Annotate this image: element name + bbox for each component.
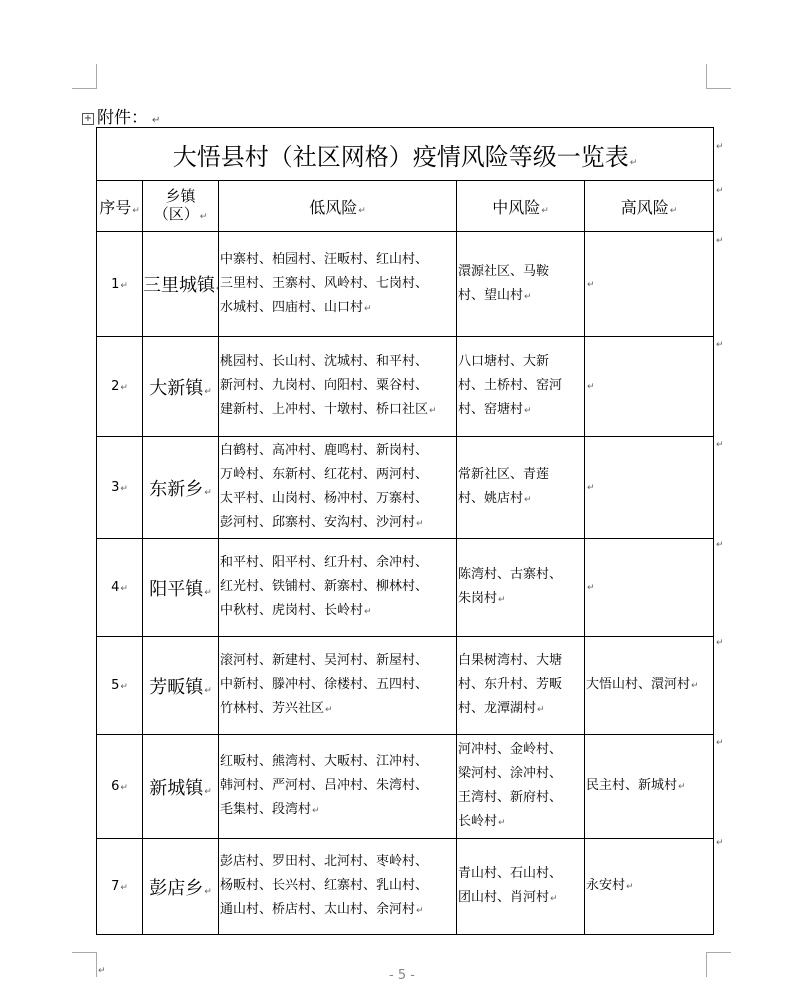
table-row bbox=[97, 839, 714, 935]
paragraph-mark-icon: ↵ bbox=[587, 583, 595, 593]
table-title-text: 大悟县村（社区网格）疫情风险等级一览表 bbox=[172, 142, 629, 171]
paragraph-mark-icon: ↵ bbox=[120, 682, 128, 692]
row-low-risk-line: 杨畈村、长兴村、红寨村、乳山村、 bbox=[220, 878, 429, 893]
header-low-risk bbox=[219, 181, 457, 232]
row-mid-risk-line: 青山村、石山村、 bbox=[458, 866, 563, 881]
table-row bbox=[97, 437, 714, 539]
header-index bbox=[97, 181, 143, 232]
paragraph-mark-icon: ↵ bbox=[204, 386, 212, 397]
row-mid-risk-line: 村、窑塘村 bbox=[458, 402, 524, 417]
row-mid-risk bbox=[457, 839, 585, 935]
header-index-text: 序号 bbox=[99, 197, 132, 217]
row-low-risk bbox=[219, 637, 457, 735]
row-mid-risk-line: 澴源社区、马鞍 bbox=[458, 263, 550, 279]
row-low-risk-line: 彭店村、罗田村、北河村、枣岭村、 bbox=[220, 854, 429, 869]
paragraph-mark-icon: ↵ bbox=[120, 484, 128, 494]
paragraph-mark-icon: ↵ bbox=[524, 291, 532, 302]
row-low-risk-line: 建新村、上冲村、十墩村、桥口社区 bbox=[220, 402, 429, 417]
paragraph-mark-icon: ↵ bbox=[152, 115, 161, 126]
paragraph-mark-icon: ↵ bbox=[98, 966, 106, 976]
row-low-risk bbox=[219, 735, 457, 839]
row-low-risk-line: 韩河村、严河村、吕冲村、朱湾村、 bbox=[220, 778, 429, 793]
row-town-text: 东新乡 bbox=[149, 478, 204, 500]
paragraph-mark-icon: ↵ bbox=[364, 607, 372, 617]
page-number: - 5 - bbox=[389, 968, 415, 983]
row-high-risk bbox=[585, 437, 714, 539]
row-end-mark-icon: ↵ bbox=[716, 186, 724, 196]
row-mid-risk-line: 村、望山村 bbox=[458, 287, 524, 303]
row-index-text: 5 bbox=[111, 678, 120, 693]
row-mid-risk-line: 白果树湾村、大塘 bbox=[458, 653, 563, 668]
row-mid-risk-line: 村、土桥村、窑河 bbox=[458, 378, 563, 393]
row-low-risk-line: 太平村、山岗村、杨冲村、万寨村、 bbox=[220, 491, 429, 506]
paragraph-mark-icon: ↵ bbox=[204, 786, 212, 797]
paragraph-mark-icon: ↵ bbox=[691, 681, 699, 691]
paragraph-mark-icon: ↵ bbox=[550, 894, 558, 904]
row-low-risk-line: 万岭村、东新村、红花村、两河村、 bbox=[220, 467, 429, 482]
paragraph-mark-icon: ↵ bbox=[537, 705, 545, 715]
row-low-risk bbox=[219, 539, 457, 637]
row-low-risk-line: 中寨村、柏园村、汪畈村、红山村、 bbox=[220, 251, 429, 267]
paragraph-mark-icon: ↵ bbox=[312, 806, 320, 816]
table-row bbox=[97, 337, 714, 437]
row-index bbox=[97, 437, 143, 539]
row-town-text: 新城镇 bbox=[149, 777, 204, 799]
row-end-mark-icon: ↵ bbox=[716, 838, 724, 848]
row-mid-risk-line: 河冲村、金岭村、 bbox=[458, 742, 563, 757]
row-index-text: 3 bbox=[111, 480, 120, 495]
paragraph-mark-icon: ↵ bbox=[669, 205, 678, 216]
paragraph-mark-icon: ↵ bbox=[120, 383, 128, 393]
row-end-mark-icon: ↵ bbox=[716, 738, 724, 748]
paragraph-mark-icon: ↵ bbox=[120, 584, 128, 594]
table-row bbox=[97, 539, 714, 637]
paragraph-mark-icon: ↵ bbox=[524, 495, 532, 505]
paragraph-mark-icon: ↵ bbox=[204, 886, 212, 897]
row-mid-risk-line: 常新社区、青莲 bbox=[458, 467, 550, 482]
row-high-risk-line: 大悟山村、澴河村 bbox=[586, 677, 691, 692]
row-low-risk-line: 滚河村、新建村、吴河村、新屋村、 bbox=[220, 653, 429, 668]
paragraph-mark-icon: ↵ bbox=[120, 783, 128, 793]
row-town bbox=[143, 637, 219, 735]
row-mid-risk-line: 王湾村、新府村、 bbox=[458, 790, 563, 805]
header-high-risk bbox=[585, 181, 714, 232]
row-mid-risk-line: 八口塘村、大新 bbox=[458, 354, 550, 369]
row-mid-risk bbox=[457, 539, 585, 637]
row-index bbox=[97, 337, 143, 437]
header-mid-risk bbox=[457, 181, 585, 232]
row-low-risk-line: 三里村、王寨村、风岭村、七岗村、 bbox=[220, 275, 429, 291]
table-row bbox=[97, 735, 714, 839]
row-high-risk-line: 民主村、新城村 bbox=[586, 778, 678, 793]
row-town-text: 彭店乡 bbox=[149, 877, 204, 899]
row-high-risk-line: 永安村 bbox=[586, 878, 626, 893]
row-town bbox=[143, 839, 219, 935]
row-low-risk-line: 红光村、铁铺村、新寨村、柳林村、 bbox=[220, 579, 429, 594]
paragraph-mark-icon: ↵ bbox=[325, 705, 333, 715]
paragraph-mark-icon: ↵ bbox=[524, 406, 532, 416]
row-low-risk bbox=[219, 232, 457, 337]
paragraph-mark-icon: ↵ bbox=[498, 818, 506, 828]
row-index bbox=[97, 735, 143, 839]
row-high-risk bbox=[585, 637, 714, 735]
row-low-risk-line: 新河村、九岗村、向阳村、粟谷村、 bbox=[220, 378, 429, 393]
row-low-risk-line: 白鹤村、高冲村、鹿鸣村、新岗村、 bbox=[220, 443, 429, 458]
row-town bbox=[143, 539, 219, 637]
header-high-risk-text: 高风险 bbox=[620, 197, 669, 217]
header-town-line1: 乡镇 bbox=[165, 186, 196, 205]
row-index bbox=[97, 839, 143, 935]
paragraph-mark-icon: ↵ bbox=[498, 595, 506, 605]
row-low-risk-line: 通山村、桥店村、太山村、余河村 bbox=[220, 902, 416, 917]
paragraph-mark-icon: ↵ bbox=[204, 487, 212, 498]
row-end-mark-icon: ↵ bbox=[716, 236, 724, 246]
row-low-risk-line: 桃园村、长山村、沈城村、和平村、 bbox=[220, 354, 429, 369]
attachment-label bbox=[97, 103, 160, 128]
row-high-risk bbox=[585, 735, 714, 839]
row-town bbox=[143, 735, 219, 839]
row-index-text: 7 bbox=[111, 879, 120, 894]
row-low-risk-line: 和平村、阳平村、红升村、余冲村、 bbox=[220, 555, 429, 570]
paragraph-mark-icon: ↵ bbox=[199, 211, 208, 222]
paragraph-mark-icon: ↵ bbox=[629, 157, 638, 168]
table-title bbox=[97, 128, 714, 181]
paragraph-mark-icon: ↵ bbox=[541, 205, 549, 216]
row-town-text: 三里城镇 bbox=[143, 275, 215, 296]
paragraph-mark-icon: ↵ bbox=[626, 882, 634, 892]
paragraph-mark-icon: ↵ bbox=[120, 280, 128, 291]
row-mid-risk bbox=[457, 437, 585, 539]
row-end-mark-icon: ↵ bbox=[716, 540, 724, 550]
row-index bbox=[97, 637, 143, 735]
paragraph-mark-icon: ↵ bbox=[204, 587, 212, 598]
row-low-risk bbox=[219, 337, 457, 437]
row-mid-risk-line: 村、龙潭湖村 bbox=[458, 701, 537, 716]
row-mid-risk-line: 梁河村、涂冲村、 bbox=[458, 766, 563, 781]
row-low-risk-line: 水城村、四庙村、山口村 bbox=[220, 299, 364, 315]
row-end-mark-icon: ↵ bbox=[716, 440, 724, 450]
row-low-risk-line: 竹林村、芳兴社区 bbox=[220, 701, 325, 716]
table-move-handle-icon[interactable]: + bbox=[83, 113, 93, 124]
row-high-risk bbox=[585, 232, 714, 337]
header-low-risk-text: 低风险 bbox=[309, 197, 358, 217]
paragraph-mark-icon: ↵ bbox=[204, 685, 212, 696]
row-end-mark-icon: ↵ bbox=[716, 340, 724, 350]
row-mid-risk bbox=[457, 232, 585, 337]
row-high-risk bbox=[585, 337, 714, 437]
table-row bbox=[97, 637, 714, 735]
row-mid-risk-line: 村、姚店村 bbox=[458, 491, 524, 506]
row-mid-risk-line: 村、东升村、芳畈 bbox=[458, 677, 563, 692]
row-mid-risk bbox=[457, 337, 585, 437]
header-town bbox=[143, 181, 219, 232]
row-mid-risk-line: 朱岗村 bbox=[458, 591, 498, 606]
row-mid-risk-line: 陈湾村、古寨村、 bbox=[458, 567, 563, 582]
row-town bbox=[143, 232, 219, 337]
table-body bbox=[97, 232, 714, 935]
row-index bbox=[97, 539, 143, 637]
row-mid-risk bbox=[457, 735, 585, 839]
row-town bbox=[143, 437, 219, 539]
row-low-risk-line: 中秋村、虎岗村、长岭村 bbox=[220, 603, 364, 618]
paragraph-mark-icon: ↵ bbox=[364, 303, 372, 314]
row-end-mark-icon: ↵ bbox=[716, 142, 724, 152]
row-high-risk bbox=[585, 539, 714, 637]
crop-mark-top-right bbox=[706, 64, 731, 89]
paragraph-mark-icon: ↵ bbox=[587, 279, 595, 290]
paragraph-mark-icon: ↵ bbox=[587, 382, 595, 392]
row-low-risk-line: 中新村、滕冲村、徐楼村、五四村、 bbox=[220, 677, 429, 692]
paragraph-mark-icon: ↵ bbox=[429, 406, 437, 416]
risk-level-table bbox=[96, 127, 714, 935]
row-index bbox=[97, 232, 143, 337]
row-town bbox=[143, 337, 219, 437]
paragraph-mark-icon: ↵ bbox=[678, 782, 686, 792]
row-low-risk-line: 毛集村、段湾村 bbox=[220, 802, 312, 817]
crop-mark-top-left bbox=[72, 64, 97, 89]
row-low-risk bbox=[219, 437, 457, 539]
row-high-risk bbox=[585, 839, 714, 935]
table-header-row bbox=[97, 181, 714, 232]
row-town-text: 大新镇 bbox=[149, 377, 204, 399]
header-mid-risk-text: 中风险 bbox=[492, 197, 541, 217]
row-mid-risk bbox=[457, 637, 585, 735]
row-low-risk bbox=[219, 839, 457, 935]
row-mid-risk-line: 团山村、肖河村 bbox=[458, 890, 550, 905]
paragraph-mark-icon: ↵ bbox=[358, 205, 366, 216]
table-row bbox=[97, 232, 714, 337]
paragraph-mark-icon: ↵ bbox=[120, 883, 128, 893]
paragraph-mark-icon: ↵ bbox=[416, 906, 424, 916]
row-low-risk-line: 红畈村、熊湾村、大畈村、江冲村、 bbox=[220, 754, 429, 769]
row-town-text: 芳畈镇 bbox=[149, 676, 204, 698]
paragraph-mark-icon: ↵ bbox=[132, 205, 140, 216]
row-index-text: 1 bbox=[111, 276, 120, 292]
row-index-text: 6 bbox=[111, 779, 120, 794]
row-town-text: 阳平镇 bbox=[149, 578, 204, 600]
row-end-mark-icon: ↵ bbox=[716, 638, 724, 648]
paragraph-mark-icon: ↵ bbox=[416, 519, 424, 529]
row-index-text: 4 bbox=[111, 580, 120, 595]
row-index-text: 2 bbox=[111, 379, 120, 394]
attachment-label-text: 附件： bbox=[97, 108, 148, 128]
row-low-risk-line: 彭河村、邱寨村、安沟村、沙河村 bbox=[220, 515, 416, 530]
header-town-line2: （区） bbox=[153, 204, 199, 223]
paragraph-mark-icon: ↵ bbox=[587, 483, 595, 493]
row-mid-risk-line: 长岭村 bbox=[458, 814, 498, 829]
